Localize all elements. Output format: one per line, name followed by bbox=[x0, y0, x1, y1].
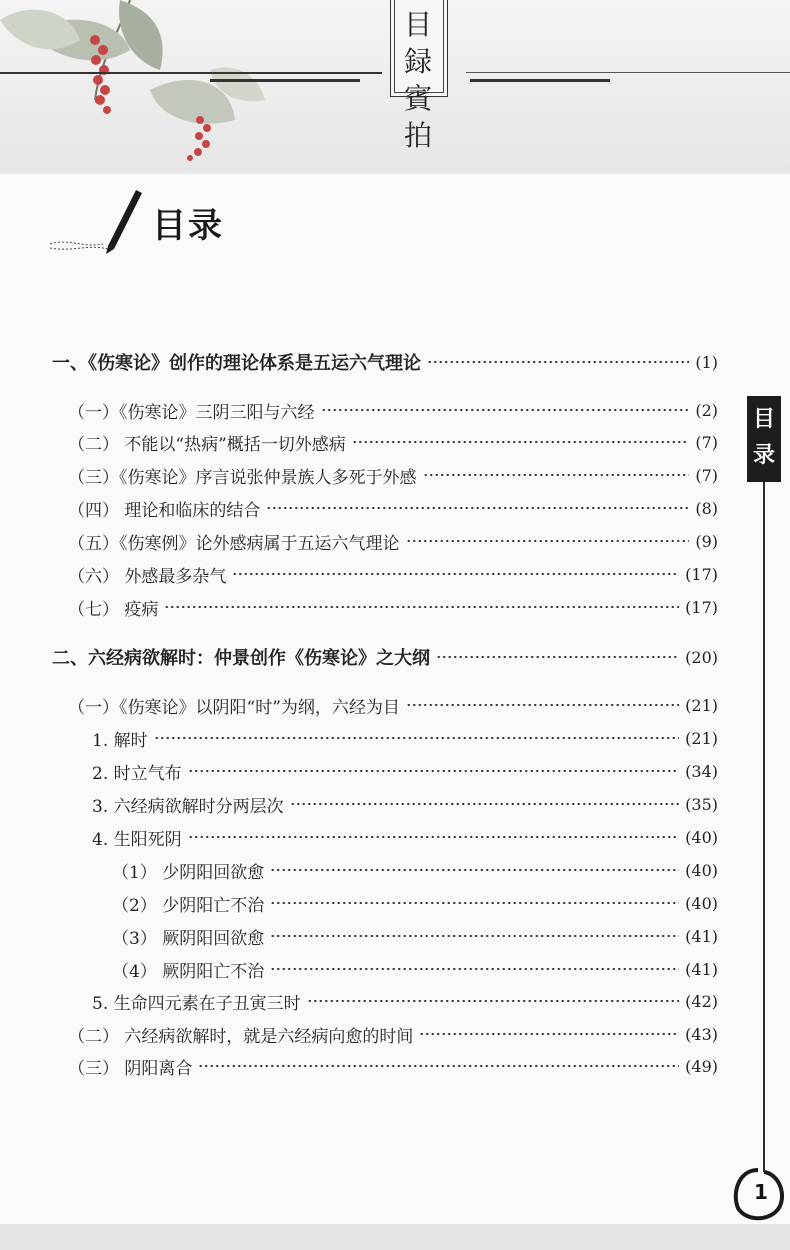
toc-section-entry[interactable] bbox=[52, 348, 718, 376]
toc-entry[interactable] bbox=[112, 922, 718, 950]
toc-entry-page: (34) bbox=[685, 761, 718, 781]
toc-leader-dots bbox=[188, 836, 680, 838]
pen-icon bbox=[48, 186, 148, 256]
toc-entry-label: （3） 厥阴阳回欲愈 bbox=[112, 928, 265, 949]
toc-entry-page: (42) bbox=[685, 991, 718, 1011]
toc-entry-label: （三） 阴阳离合 bbox=[68, 1058, 193, 1079]
toc-entry-page: (49) bbox=[685, 1056, 718, 1076]
toc-entry-label: （4） 厥阴阳亡不治 bbox=[112, 961, 265, 982]
toc-entry-label: 1. 解时 bbox=[92, 730, 148, 751]
toc-entry[interactable] bbox=[92, 987, 718, 1015]
toc-leader-dots bbox=[352, 441, 690, 443]
toc-entry-label: 二、六经病欲解时：仲景创作《伤寒论》之大纲 bbox=[52, 648, 430, 669]
banner-rule-left bbox=[0, 72, 382, 74]
toc-leader-dots bbox=[198, 1065, 679, 1067]
toc-entry[interactable] bbox=[68, 494, 718, 522]
toc-entry-page: (20) bbox=[685, 647, 718, 667]
toc-entry-label: 一、《伤寒论》创作的理论体系是五运六气理论 bbox=[52, 353, 421, 374]
toc-entry-page: (9) bbox=[695, 531, 718, 551]
toc-entry-page: (17) bbox=[685, 564, 718, 584]
toc-entry[interactable] bbox=[112, 889, 718, 917]
toc-leader-dots bbox=[154, 737, 680, 739]
banner-title-char: 拍 bbox=[403, 119, 432, 152]
toc-entry-page: (40) bbox=[685, 827, 718, 847]
toc-entry-label: 3. 六经病欲解时分两层次 bbox=[92, 796, 284, 817]
toc-entry-page: (41) bbox=[685, 926, 718, 946]
toc-leader-dots bbox=[436, 656, 679, 658]
toc-entry-page: (7) bbox=[695, 432, 718, 452]
toc-entry[interactable] bbox=[68, 1052, 718, 1080]
toc-entry-label: （一）《伤寒论》三阴三阳与六经 bbox=[68, 402, 315, 423]
toc-entry-page: (41) bbox=[685, 959, 718, 979]
banner-title-char: 録 bbox=[403, 45, 432, 78]
toc-entry-label: （六） 外感最多杂气 bbox=[68, 566, 227, 587]
toc-entry[interactable] bbox=[68, 461, 718, 489]
banner-title-char: 賓 bbox=[403, 82, 432, 115]
page-number: 1 bbox=[754, 1180, 768, 1204]
toc-entry[interactable] bbox=[112, 856, 718, 884]
toc-entry[interactable] bbox=[92, 790, 718, 818]
toc-leader-dots bbox=[321, 409, 690, 411]
toc-entry[interactable] bbox=[68, 527, 718, 555]
toc-leader-dots bbox=[406, 540, 690, 542]
toc-leader-dots bbox=[423, 474, 690, 476]
toc-entry[interactable] bbox=[92, 724, 718, 752]
toc-entry-label: （二） 六经病欲解时，就是六经病向愈的时间 bbox=[68, 1026, 414, 1047]
toc-entry-page: (17) bbox=[685, 597, 718, 617]
side-tab-char: 目 bbox=[752, 407, 775, 432]
toc-entry-label: （四） 理论和临床的结合 bbox=[68, 500, 261, 521]
toc-entry[interactable] bbox=[68, 1020, 718, 1048]
toc-entry[interactable] bbox=[92, 757, 718, 785]
toc-entry[interactable] bbox=[68, 396, 718, 424]
toc-leader-dots bbox=[270, 869, 679, 871]
toc-leader-dots bbox=[419, 1033, 679, 1035]
toc-leader-dots bbox=[270, 902, 679, 904]
toc-entry-label: （三）《伤寒论》序言说张仲景族人多死于外感 bbox=[68, 467, 417, 488]
banner-rule-right-thick bbox=[470, 79, 610, 82]
banner-rule-left-thick bbox=[210, 79, 360, 82]
toc-entry-page: (40) bbox=[685, 860, 718, 880]
toc-entry-label: （七） 疫病 bbox=[68, 599, 159, 620]
toc-entry-label: （五）《伤寒例》论外感病属于五运六气理论 bbox=[68, 533, 400, 554]
toc-section-entry[interactable] bbox=[52, 643, 718, 671]
toc-entry[interactable] bbox=[68, 428, 718, 456]
toc-leader-dots bbox=[270, 935, 679, 937]
toc-entry-page: (21) bbox=[685, 728, 718, 748]
toc-entry-page: (8) bbox=[695, 498, 718, 518]
side-tab-char: 录 bbox=[752, 443, 775, 468]
toc-leader-dots bbox=[290, 803, 680, 805]
toc-entry-page: (43) bbox=[685, 1024, 718, 1044]
toc-entry-label: （1） 少阴阳回欲愈 bbox=[112, 862, 265, 883]
toc-entry[interactable] bbox=[68, 593, 718, 621]
toc-leader-dots bbox=[406, 704, 679, 706]
plant-decoration-image bbox=[0, 0, 300, 172]
toc-entry[interactable] bbox=[68, 560, 718, 588]
toc-entry-page: (2) bbox=[695, 400, 718, 420]
header-banner bbox=[0, 0, 790, 172]
toc-leader-dots bbox=[427, 361, 689, 363]
toc-entry-label: （二） 不能以“热病”概括一切外感病 bbox=[68, 434, 346, 455]
banner-vertical-title bbox=[398, 6, 438, 154]
toc-entry-page: (1) bbox=[695, 352, 718, 372]
toc-leader-dots bbox=[266, 507, 689, 509]
toc-leader-dots bbox=[270, 968, 679, 970]
toc-leader-dots bbox=[164, 606, 679, 608]
toc-entry-label: （一）《伤寒论》以阴阳“时”为纲，六经为目 bbox=[68, 697, 400, 718]
toc-entry[interactable] bbox=[112, 955, 718, 983]
toc-entry-label: 5. 生命四元素在子丑寅三时 bbox=[92, 993, 301, 1014]
banner-title-char: 目 bbox=[403, 8, 432, 41]
toc-entry[interactable] bbox=[92, 823, 718, 851]
toc-entry-page: (35) bbox=[685, 794, 718, 814]
toc-entry-label: 4. 生阳死阴 bbox=[92, 829, 182, 850]
page-bottom-band bbox=[0, 1224, 790, 1250]
toc-leader-dots bbox=[188, 770, 680, 772]
toc-entry[interactable] bbox=[68, 691, 718, 719]
banner-rule-right bbox=[466, 72, 790, 73]
toc-entry-page: (7) bbox=[695, 465, 718, 485]
page-title: 目录 bbox=[152, 206, 224, 246]
toc-entry-page: (21) bbox=[685, 695, 718, 715]
toc-leader-dots bbox=[307, 1000, 680, 1002]
toc-entry-label: （2） 少阴阳亡不治 bbox=[112, 895, 265, 916]
side-rule bbox=[763, 482, 765, 1172]
toc-leader-dots bbox=[232, 573, 679, 575]
toc-entry-page: (40) bbox=[685, 893, 718, 913]
toc-entry-label: 2. 时立气布 bbox=[92, 763, 182, 784]
side-tab bbox=[747, 396, 781, 482]
